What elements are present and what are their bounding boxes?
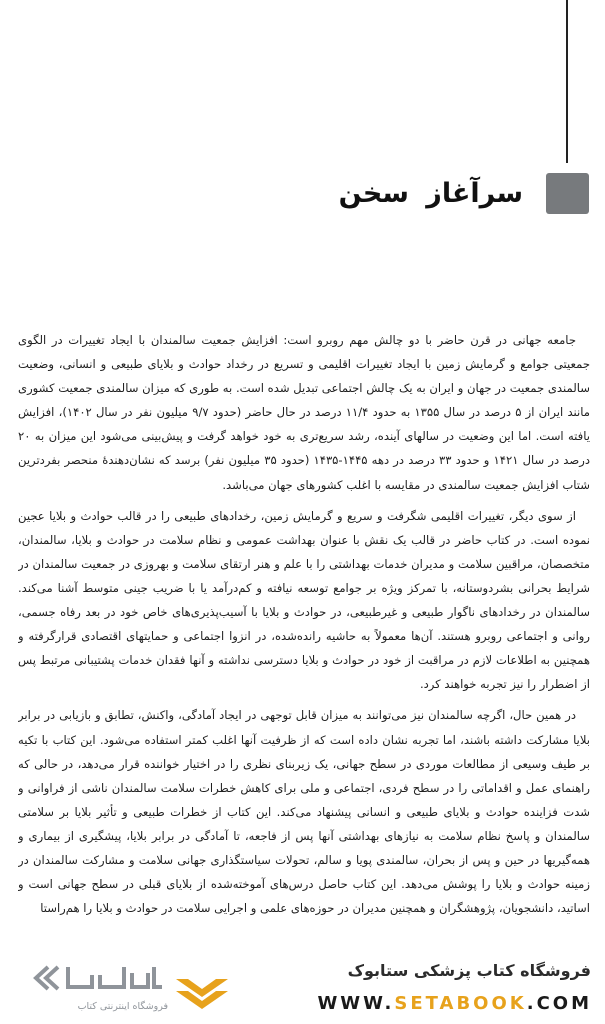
body-text <box>18 328 590 948</box>
logo-tagline: فروشگاه اینترنتی کتاب <box>77 1001 168 1012</box>
chapter-title: سرآغاز سخن <box>338 178 523 209</box>
paragraph-3: در همین حال، اگرچه سالمندان نیز می‌توانند به میزان قابل توجهی در ایجاد آمادگی، واکنش، تطابق و بازیابی در برابر بلایا مشارکت داشته باشند، اما تجربه نشان داده است که از ظرفیت آنها اغلب کمتر استفاده می‌شود. این کتاب با تکیه بر طیف وسیعی از مطالعات موردی در سطح جهانی، یک زیربنای نظری را در اختیار خواننده قرار می‌دهد، در حالی که راهنمای عمل و اقداماتی را در سطح فردی، اجتماعی و ملی برای کاهش خطرات سلامت سالمندان ناشی از فراوانی و شدت فزاینده حوادث و بلایای طبیعی و انسانی پیشنهاد می‌کند. این کتاب از خطرات طبیعی و تأثیر بلایا بر سلامتی سالمندان و پاسخ نظام سلامت به نیازهای بهداشتی آنها پس از فاجعه، تا آمادگی در برابر بلایا، پیشگیری از بیماری و همه‌گیریها در حین و پس از بحران، سالمندی پویا و سالم، تحولات سیاستگذاری جهانی سلامت و مشارکت سالمندان در زمینه حوادث و بلایا را پوشش می‌دهد. این کتاب حاصل درس‌های آموخته‌شده از بلایای قبلی در سطح جهانی است و اساتید، دانشجویان، پژوهشگران و همچنین مدیران در حوزه‌های علمی و اجرایی سلامت در حوادث و بلایا را هم‌راستا <box>18 708 590 916</box>
url-highlight: SETABOOK <box>394 993 527 1014</box>
url-prefix: WWW. <box>317 993 395 1014</box>
setabook-logo-icon <box>172 973 232 1011</box>
paragraph-1: جامعه جهانی در قرن حاضر با دو چالش مهم روبرو است: افزایش جمعیت سالمندان با ایجاد تغییرات در الگوی جمعیتی جوامع و گرمایش زمین با ایجاد تغییرات اقلیمی و تسریع در رخداد حوادث و بلایای طبیعی و انسانی، وضعیت سالمندی جمعیت در جهان و ایران به یک چالش اجتماعی تبدیل شده است. به طوری که میزان سالمندی جمعیت کشوری مانند ایران از ۵ درصد در سال ۱۳۵۵ به حدود ۱۱/۴ درصد در حال حاضر (حدود ۹/۷ میلیون نفر در سال ۱۴۰۲)، افزایش یافته است. اما این وضعیت در سالهای آینده، رشد سریع‌تری به خود خواهد گرفت و پیش‌بینی می‌شود این میزان به ۲۰ درصد در سال ۱۴۲۱ و حدود ۳۳ درصد در دهه ۱۴۴۵-۱۴۳۵ (حدود ۳۵ میلیون نفر) برسد که نشان‌دهندهٔ منحصر بفردترین شتاب افزایش جمعیت سالمندی در مقایسه با اغلب کشورهای جهان می‌باشد. <box>18 333 590 492</box>
url-suffix: .COM <box>526 993 592 1014</box>
setabook-logo-wordmark <box>30 961 166 995</box>
store-url-link[interactable] <box>312 993 592 1014</box>
store-name: فروشگاه کتاب پزشکی ستابوک <box>347 961 591 980</box>
watermark-footer <box>0 955 605 1024</box>
top-vertical-rule <box>566 0 568 163</box>
paragraph-2: از سوی دیگر، تغییرات اقلیمی شگرفت و سریع و گرمایش زمین، رخدادهای طبیعی را در قالب حوادث و بلایا عجین نموده است. در کتاب حاضر در قالب یک نقش با عنوان بهداشت عمومی و نظام سلامت در حوادث و بلایا، سالمندان، متخصصان، مراقبین سلامت و مدیران خدمات بهداشتی را با علم و هنر ارتقای سلامت و بهروزی در جمعیت سالمندان در شرایط بحرانی بشردوستانه، با تمرکز ویژه بر جوامع توسعه نیافته و کم‌درآمد یا با ضریب جینی متوسط آشنا می‌کند. سالمندان در رخدادهای ناگوار طبیعی و غیرطبیعی، در حوادث و بلایا با آسیب‌پذیری‌های خاص خود در بعد رفاه جسمی، روانی و اجتماعی روبرو هستند. آن‌ها معمولاً به حاشیه رانده‌شده، در انزوا اجتماعی و حمایتهای اقتصادی قرارگرفته و همچنین به اطلاعات لازم در مراقبت از خود در حوادث و بلایا دسترسی نداشته و آنها فقدان خدمات پشتیبانی مرتبط پس از اضطرار را نیز تجربه خواهند کرد. <box>18 508 590 692</box>
title-marker-square <box>546 173 589 214</box>
